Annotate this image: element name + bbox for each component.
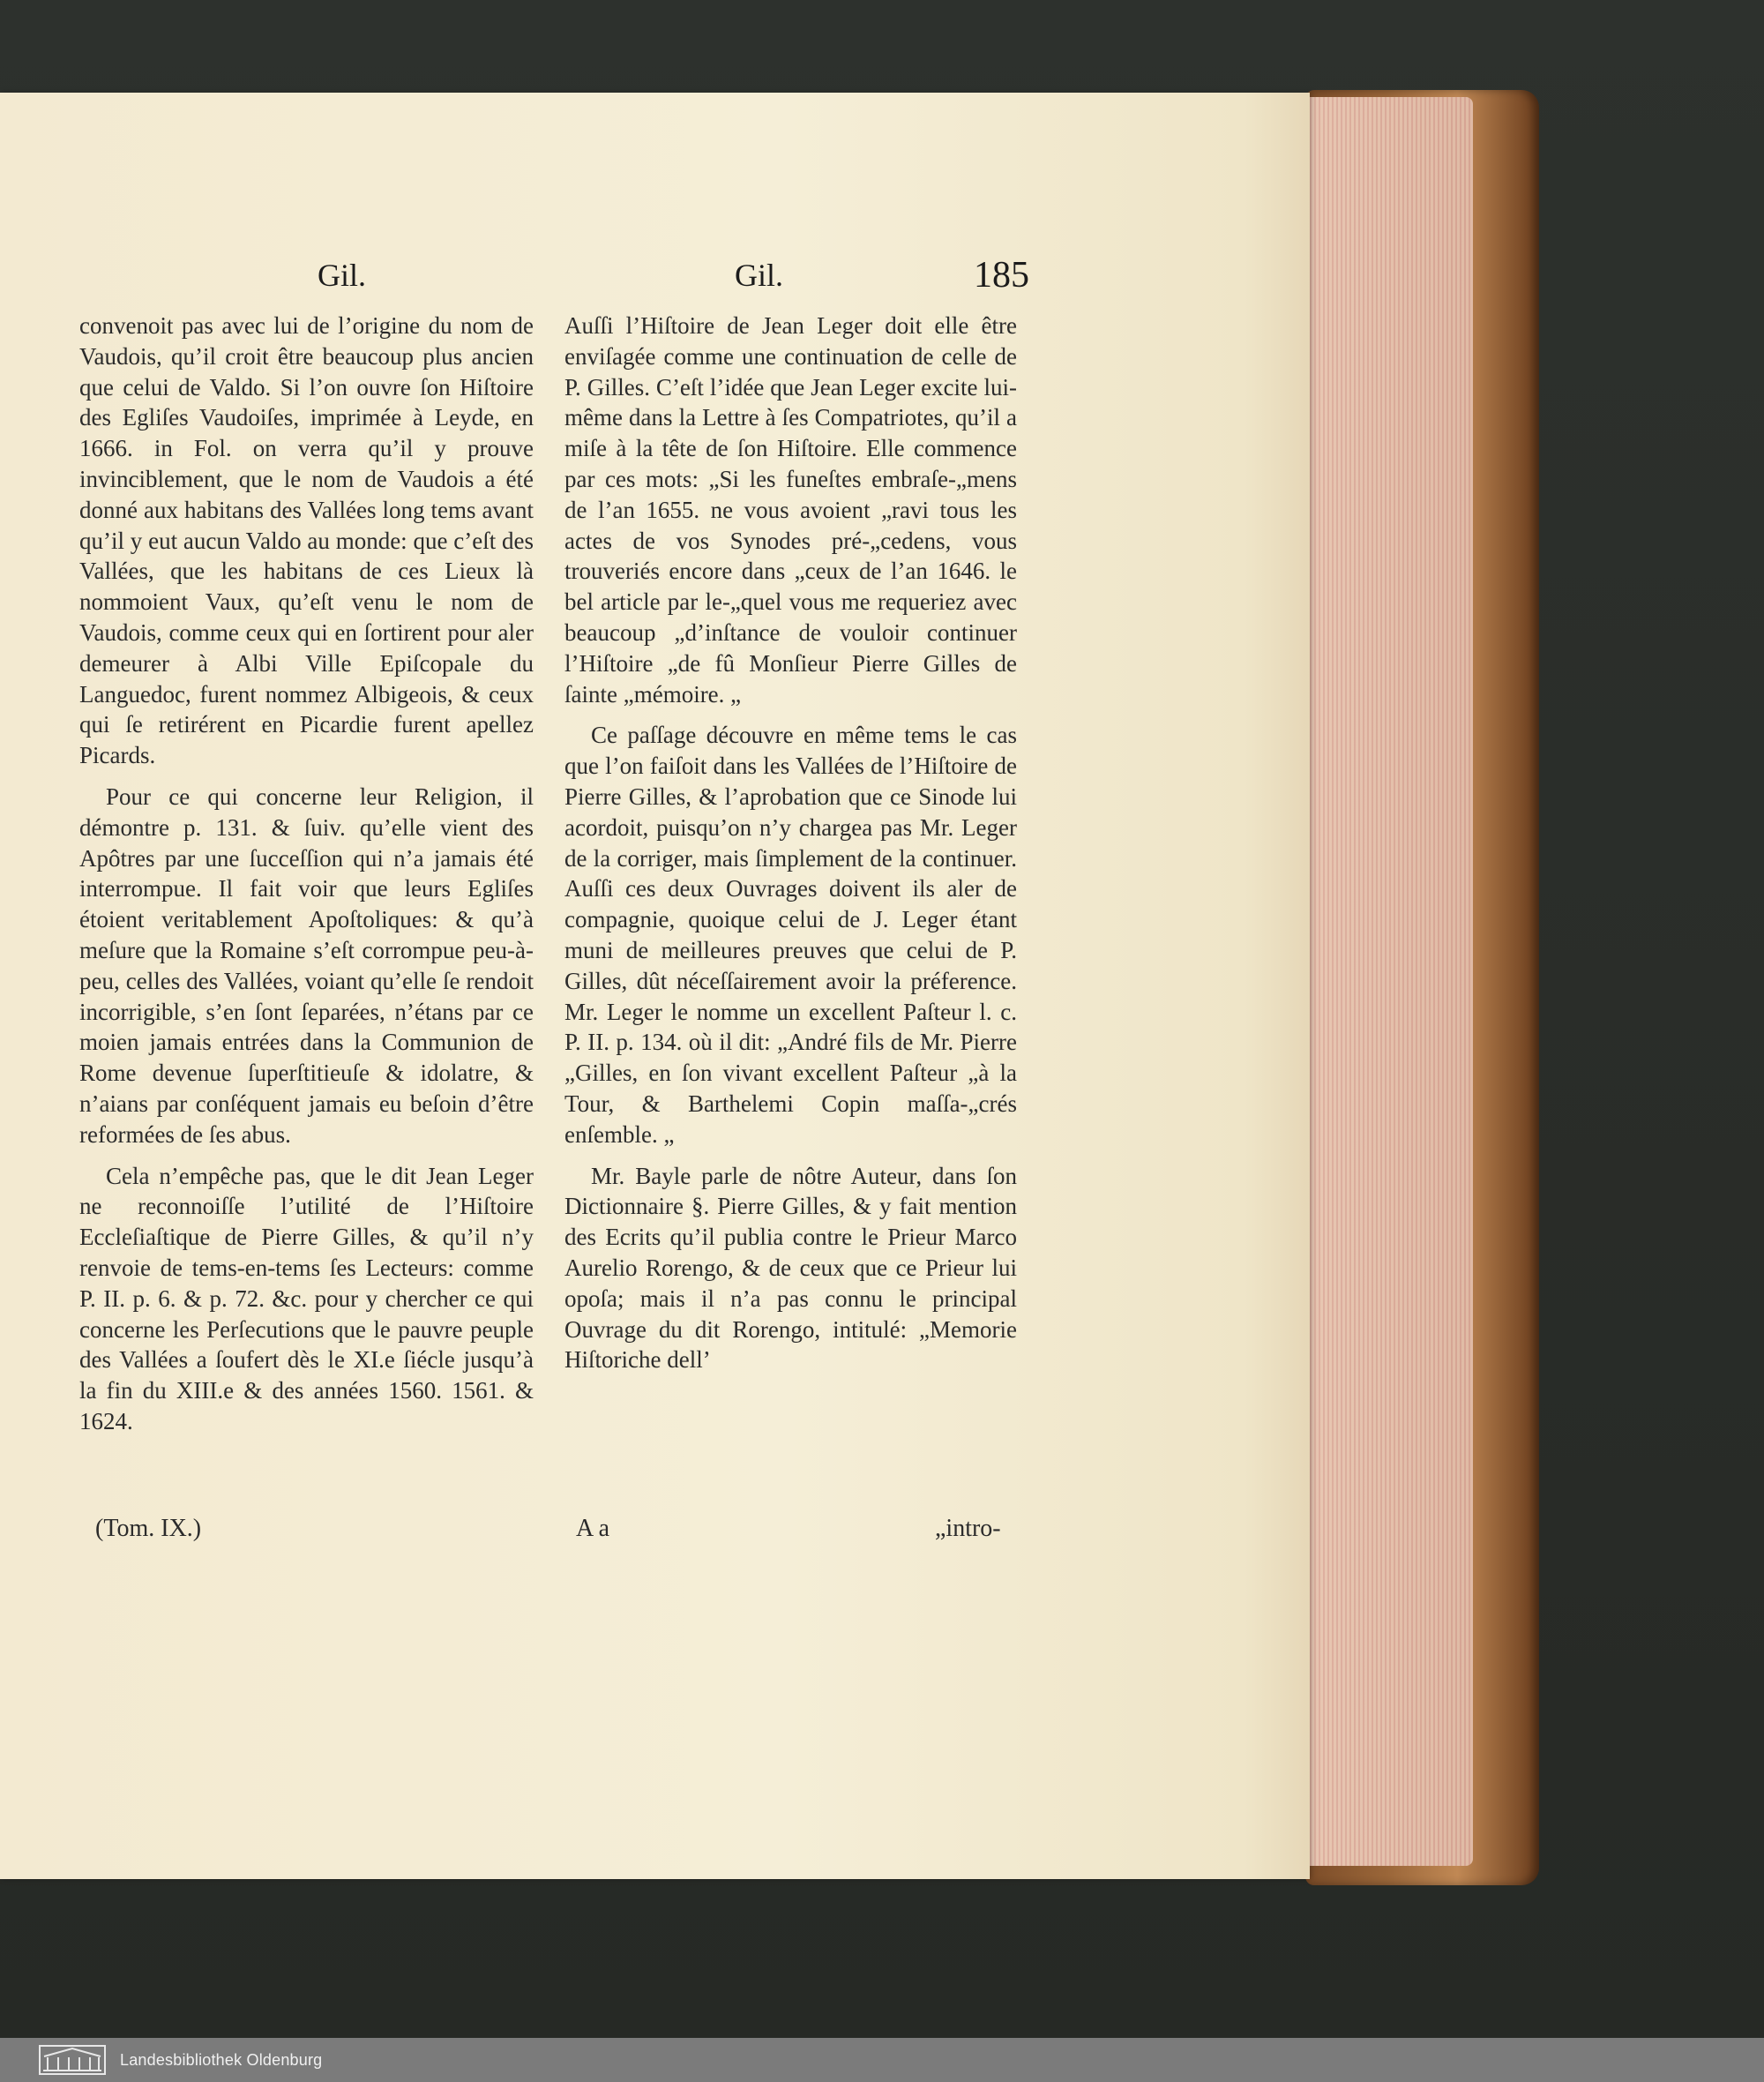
volume-note: (Tom. IX.)	[95, 1515, 202, 1542]
gathering-signature: A a	[576, 1515, 610, 1542]
library-footer-bar	[0, 2038, 1764, 2082]
right-paragraph-2: Ce paſſage découvre en même tems le cas que l’on faiſoit dans les Vallées de l’Hiſtoire de Pierre Gilles, & l’aprobation que ce Sinode lui acordoit, puisqu’on n’y chargea pas Mr. Leger de la corriger, mais ſimplement de la continuer. Auſſi ces deux Ouvrages doivent ils aler de compagnie, quoique celui de J. Leger étant muni de meilleures preuves que celui de P. Gilles, dût néceſſairement avoir la préference. Mr. Leger le nomme un excellent Paſteur l. c. P. II. p. 134. où il dit: „André fils de Mr. Pierre „Gilles, en ſon vivant excellent Paſteur „à la Tour, & Barthelemi Copin maſſa-„crés enſemble. „	[564, 722, 1017, 1148]
catchword: „intro-	[935, 1515, 1001, 1542]
right-text-column	[564, 311, 1017, 1375]
left-paragraph-1: convenoit pas avec lui de l’origine du nom de Vaudois, qu’il croit être beaucoup plus ancien que celui de Valdo. Si l’on ouvre ſon Hiſtoire des Egliſes Vaudoiſes, imprimée à Leyde, en 1666. in Fol. on verra qu’il y prouve invinciblement, que le nom de Vaudois a été donné aux habitans des Vallées long tems avant qu’il y eut aucun Valdo au monde: que c’eſt des Vallées, que les habitans de ces Lieux là nommoient Vaux, qu’eſt venu le nom de Vaudois, comme ceux qui en ſortirent pour aler demeurer à Albi Ville Epiſcopale du Languedoc, furent nommez Albigeois, & ceux qui ſe retirérent en Picardie furent apellez Picards.	[79, 312, 534, 769]
page-number: 185	[974, 255, 1029, 296]
right-paragraph-3: Mr. Bayle parle de nôtre Auteur, dans ſon Dictionnaire §. Pierre Gilles, & y fait mention des Ecrits qu’il publia contre le Prieur Marco Aurelio Rorengo, & de ceux que ce Prieur lui opoſa; mais il n’a pas connu le principal Ouvrage du dit Rorengo, intitulé: „Memorie Hiſtoriche dell’	[564, 1162, 1017, 1374]
left-text-column	[79, 311, 534, 1437]
right-paragraph-1: Auſſi l’Hiſtoire de Jean Leger doit elle être enviſagée comme une continuation de celle de P. Gilles. C’eſt l’idée que Jean Leger excite lui-même dans la Lettre à ſes Compatriotes, qu’il a miſe à la tête de ſon Hiſtoire. Elle commence par ces mots: „Si les funeſtes embraſe-„mens de l’an 1655. ne vous avoient „ravi tous les actes de vos Synodes pré-„cedens, vous trouveriés encore dans „ceux de l’an 1646. le bel article par le-„quel vous me requeriez avec beaucoup „d’inſtance de vouloir continuer l’Hiſtoire „de fû Monſieur Pierre Gilles de ſainte „mémoire. „	[564, 312, 1017, 708]
running-header-left: Gil.	[318, 258, 367, 293]
running-header-center: Gil.	[735, 258, 784, 293]
left-paragraph-2: Pour ce qui concerne leur Religion, il démontre p. 131. & ſuiv. qu’elle vient des Apôtres par une ſucceſſion qui n’a jamais été interrompue. Il fait voir que leurs Egliſes étoient veritablement Apoſtoliques: & qu’à meſure que la Romaine s’eſt corrompue peu-à-peu, celles des Vallées, voiant qu’elle ſe rendoit incorrigible, s’en ſont ſeparées, n’étans par ce moien jamais entrées dans la Communion de Rome devenue ſuperſtitieuſe & idolatre, & n’aians par conſéquent jamais eu beſoin d’être reformées de ſes abus.	[79, 783, 534, 1148]
left-paragraph-3: Cela n’empêche pas, que le dit Jean Leger ne reconnoiſſe l’utilité de l’Hiſtoire Eccleſiaſtique de Pierre Gilles, & qu’il n’y renvoie de tems-en-tems ſes Lecteurs: comme P. II. p. 6. & p. 72. &c. pour y chercher ce qui concerne les Perſecutions que le pauvre peuple des Vallées a ſoufert dès le XI.e ſiécle jusqu’à la fin du XIII.e & des années 1560. 1561. & 1624.	[79, 1162, 534, 1434]
library-building-icon	[39, 2045, 106, 2075]
book-page-edges	[1310, 97, 1473, 1866]
library-label: Landesbibliothek Oldenburg	[120, 2050, 323, 2069]
